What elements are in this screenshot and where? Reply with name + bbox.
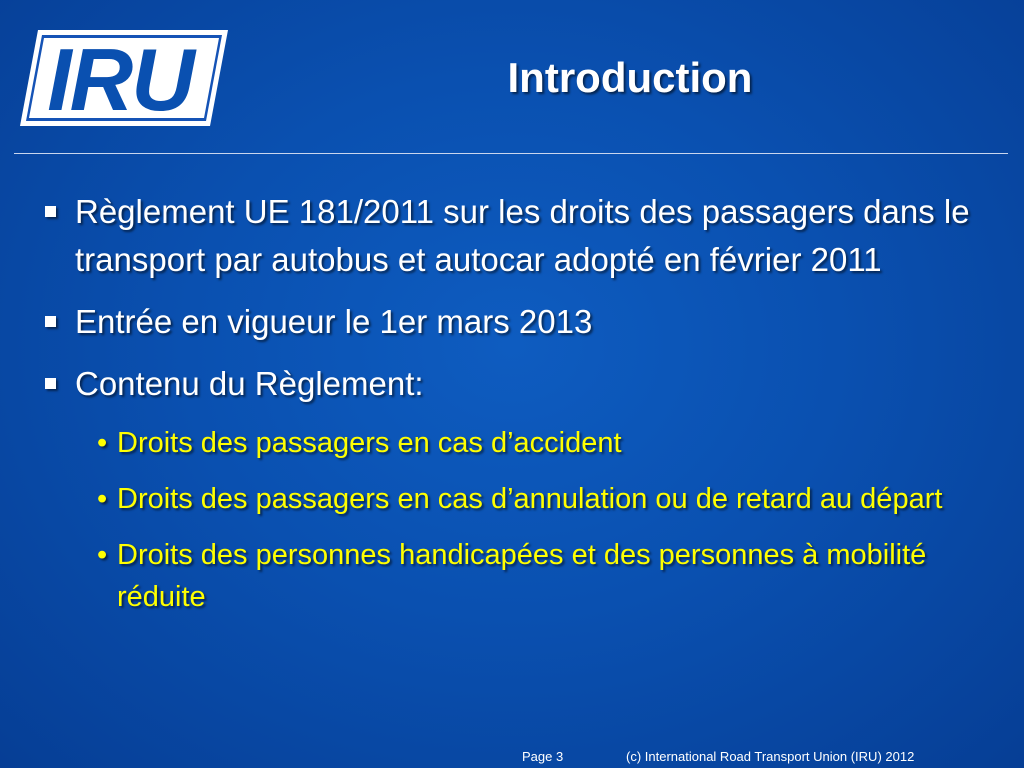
- bullet-text: Entrée en vigueur le 1er mars 2013: [75, 303, 593, 340]
- sub-bullet-text: Droits des passagers en cas d’accident: [117, 427, 622, 459]
- square-bullet-icon: [45, 316, 56, 327]
- iru-logo: [20, 28, 230, 128]
- footer-copyright: (c) International Road Transport Union (IRU) 2012: [626, 749, 915, 764]
- dot-bullet-icon: •: [97, 427, 108, 459]
- bullet-item: [40, 188, 1000, 284]
- dot-bullet-icon: •: [97, 483, 108, 515]
- sub-bullet-text: Droits des passagers en cas d’annulation ou de retard au départ: [117, 483, 943, 515]
- sub-bullet-item: [97, 478, 1000, 520]
- bullet-text: Contenu du Règlement:: [75, 365, 424, 402]
- bullet-text: Règlement UE 181/2011 sur les droits des passagers dans le transport par autobus et autocar adopté en février 2011: [75, 193, 970, 278]
- slide-title: Introduction: [507, 54, 753, 101]
- iru-logo-text: IRU: [47, 30, 193, 128]
- bullet-item: [40, 298, 1000, 346]
- bullet-item: [40, 360, 1000, 408]
- sub-bullet-item: [97, 534, 1000, 618]
- title-divider: [14, 153, 1008, 154]
- dot-bullet-icon: •: [97, 539, 108, 571]
- iru-logo-graphic: [20, 28, 230, 128]
- sub-bullet-item: [97, 422, 1000, 464]
- square-bullet-icon: [45, 206, 56, 217]
- square-bullet-icon: [45, 378, 56, 389]
- footer-page-number: Page 3: [522, 749, 564, 764]
- slide-content: [40, 188, 1000, 632]
- sub-bullet-text: Droits des personnes handicapées et des personnes à mobilité réduite: [117, 539, 927, 613]
